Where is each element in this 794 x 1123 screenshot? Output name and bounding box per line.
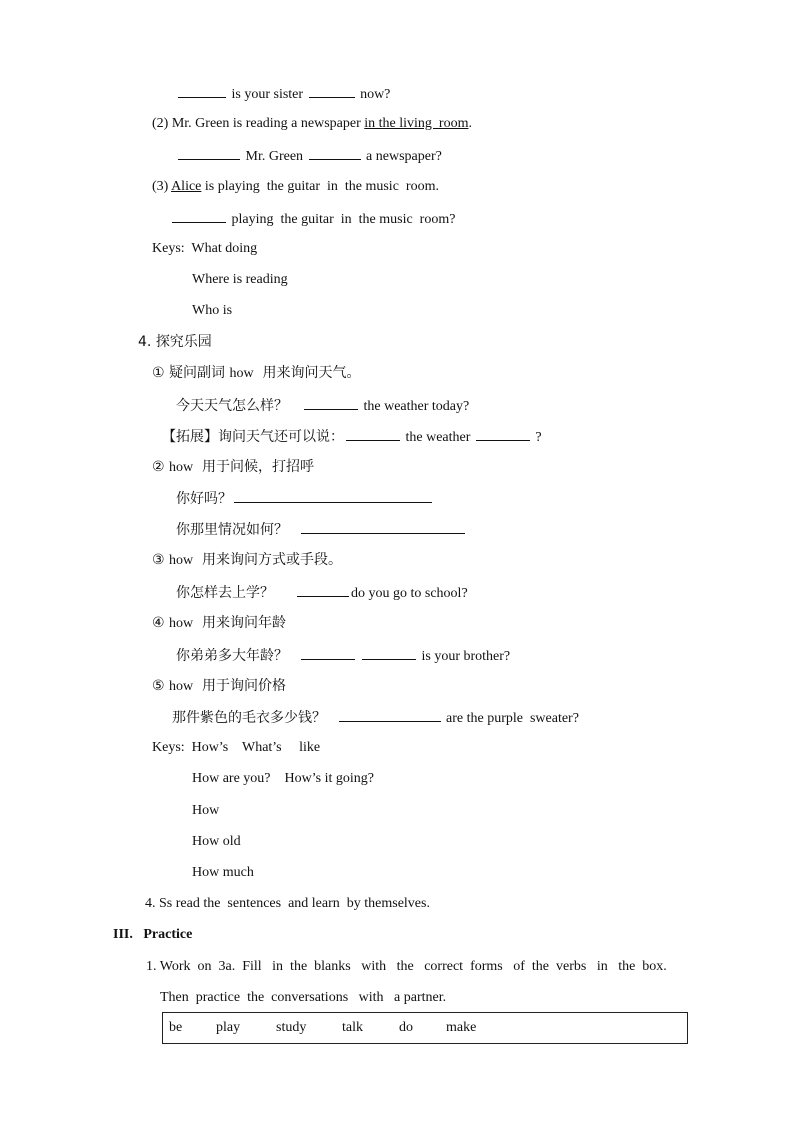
circled-number: ⑤ (152, 678, 165, 694)
text: how (169, 679, 194, 694)
blank[interactable] (234, 489, 432, 503)
key-answer: How’s What’s like (191, 740, 321, 755)
item-3 (152, 551, 342, 570)
text: . (468, 116, 472, 131)
blank[interactable] (362, 646, 416, 660)
circled-number: ① (152, 365, 165, 381)
text: how (169, 616, 194, 631)
blank[interactable] (476, 427, 530, 441)
blank[interactable] (178, 146, 240, 160)
key-answer: How are you? How’s it going? (192, 771, 374, 786)
text: Mr. Green (245, 149, 304, 164)
circled-number: ② (152, 459, 165, 475)
text: ? (535, 430, 542, 445)
text: 用来询问天气。 (262, 365, 361, 381)
text: 那件紫色的毛衣多少钱？ (172, 710, 326, 726)
item-1 (152, 364, 361, 383)
text: how (169, 460, 194, 475)
item-5-question (172, 708, 579, 728)
step-4-text: 4. Ss read the sentences and learn by themselves. (145, 896, 430, 911)
text: is playing the guitar in the music room. (204, 179, 439, 194)
item-2-question-a (176, 489, 434, 509)
text: 今天天气怎么样？ (176, 398, 288, 414)
item-4-question (176, 646, 510, 666)
word-box-item: be (169, 1020, 183, 1035)
question-number: (2) (152, 116, 169, 131)
blank[interactable] (304, 396, 358, 410)
text: 你怎样去上学？ (176, 585, 274, 601)
text: 【拓展】询问天气还可以说： (162, 429, 344, 445)
blank[interactable] (178, 84, 226, 98)
item-5 (152, 677, 286, 696)
q3-answer-line (170, 209, 455, 229)
text: a newspaper? (366, 149, 442, 164)
circled-number: ④ (152, 615, 165, 631)
text: are the purple sweater? (446, 711, 579, 726)
item-2-question-b (176, 520, 467, 540)
item-2 (152, 458, 314, 477)
underlined-phrase: in the living room (364, 116, 469, 131)
text: do you go to school? (351, 586, 468, 601)
section-number: 4. (138, 334, 152, 350)
question-3 (152, 178, 439, 196)
text: now? (360, 87, 391, 102)
text: 用来询问年龄 (202, 615, 287, 631)
practice-instruction-2: Then practice the conversations with a partner. (160, 990, 447, 1005)
text: how (229, 366, 254, 381)
keys-label: Keys: (152, 740, 185, 755)
item-1-extension (162, 427, 542, 447)
blank[interactable] (301, 646, 355, 660)
key-answer: How much (192, 865, 254, 880)
word-box-item: play (216, 1020, 241, 1035)
key-answer: Who is (192, 303, 233, 318)
keys-label: Keys: (152, 241, 185, 256)
keys-2-line (152, 739, 320, 757)
section-title: 探究乐园 (155, 334, 212, 350)
key-answer: How (192, 803, 220, 818)
text: the weather today? (363, 399, 470, 414)
blank[interactable] (309, 146, 361, 160)
question-number: (3) (152, 179, 169, 194)
question-2 (152, 115, 472, 133)
text: 你那里情况如何？ (176, 522, 288, 538)
text: 你好吗？ (176, 491, 232, 507)
key-answer: What doing (191, 241, 258, 256)
word-box (162, 1012, 688, 1044)
keys-1-line (152, 240, 257, 258)
text: Mr. Green is reading a newspaper (171, 116, 361, 131)
section-4-heading (138, 333, 212, 351)
word-box-item: talk (342, 1020, 363, 1035)
item-1-question (176, 396, 469, 416)
text: playing the guitar in the music room? (231, 212, 456, 227)
q2-answer-line (176, 146, 442, 166)
item-3-question (176, 583, 468, 603)
text: 你弟弟多大年龄？ (176, 648, 288, 664)
text: is your sister (231, 87, 304, 102)
circled-number: ③ (152, 552, 165, 568)
blank[interactable] (309, 84, 355, 98)
word-box-item: study (276, 1020, 307, 1035)
key-answer: How old (192, 834, 241, 849)
word-box-item: make (446, 1020, 477, 1035)
q1-answer-line (176, 84, 390, 104)
text: 用来询问方式或手段。 (202, 552, 343, 568)
text: 用于问候，打招呼 (202, 459, 315, 475)
key-answer: Where is reading (192, 272, 288, 287)
text: 用于询问价格 (202, 678, 287, 694)
blank[interactable] (339, 708, 441, 722)
underlined-phrase: Alice (171, 179, 202, 194)
blank[interactable] (172, 209, 226, 223)
text: how (169, 553, 194, 568)
text: 疑问副词 (169, 365, 226, 381)
section-number: III. (113, 927, 133, 942)
text: the weather (405, 430, 471, 445)
word-box-item: do (399, 1020, 413, 1035)
section-title: Practice (143, 927, 193, 942)
practice-instruction-1: 1. Work on 3a. Fill in the blanks with the correct forms of the verbs in the box. (146, 959, 667, 974)
text: is your brother? (421, 649, 511, 664)
blank[interactable] (301, 520, 465, 534)
blank[interactable] (297, 583, 349, 597)
section-3-heading (113, 926, 192, 944)
item-4 (152, 614, 286, 633)
blank[interactable] (346, 427, 400, 441)
